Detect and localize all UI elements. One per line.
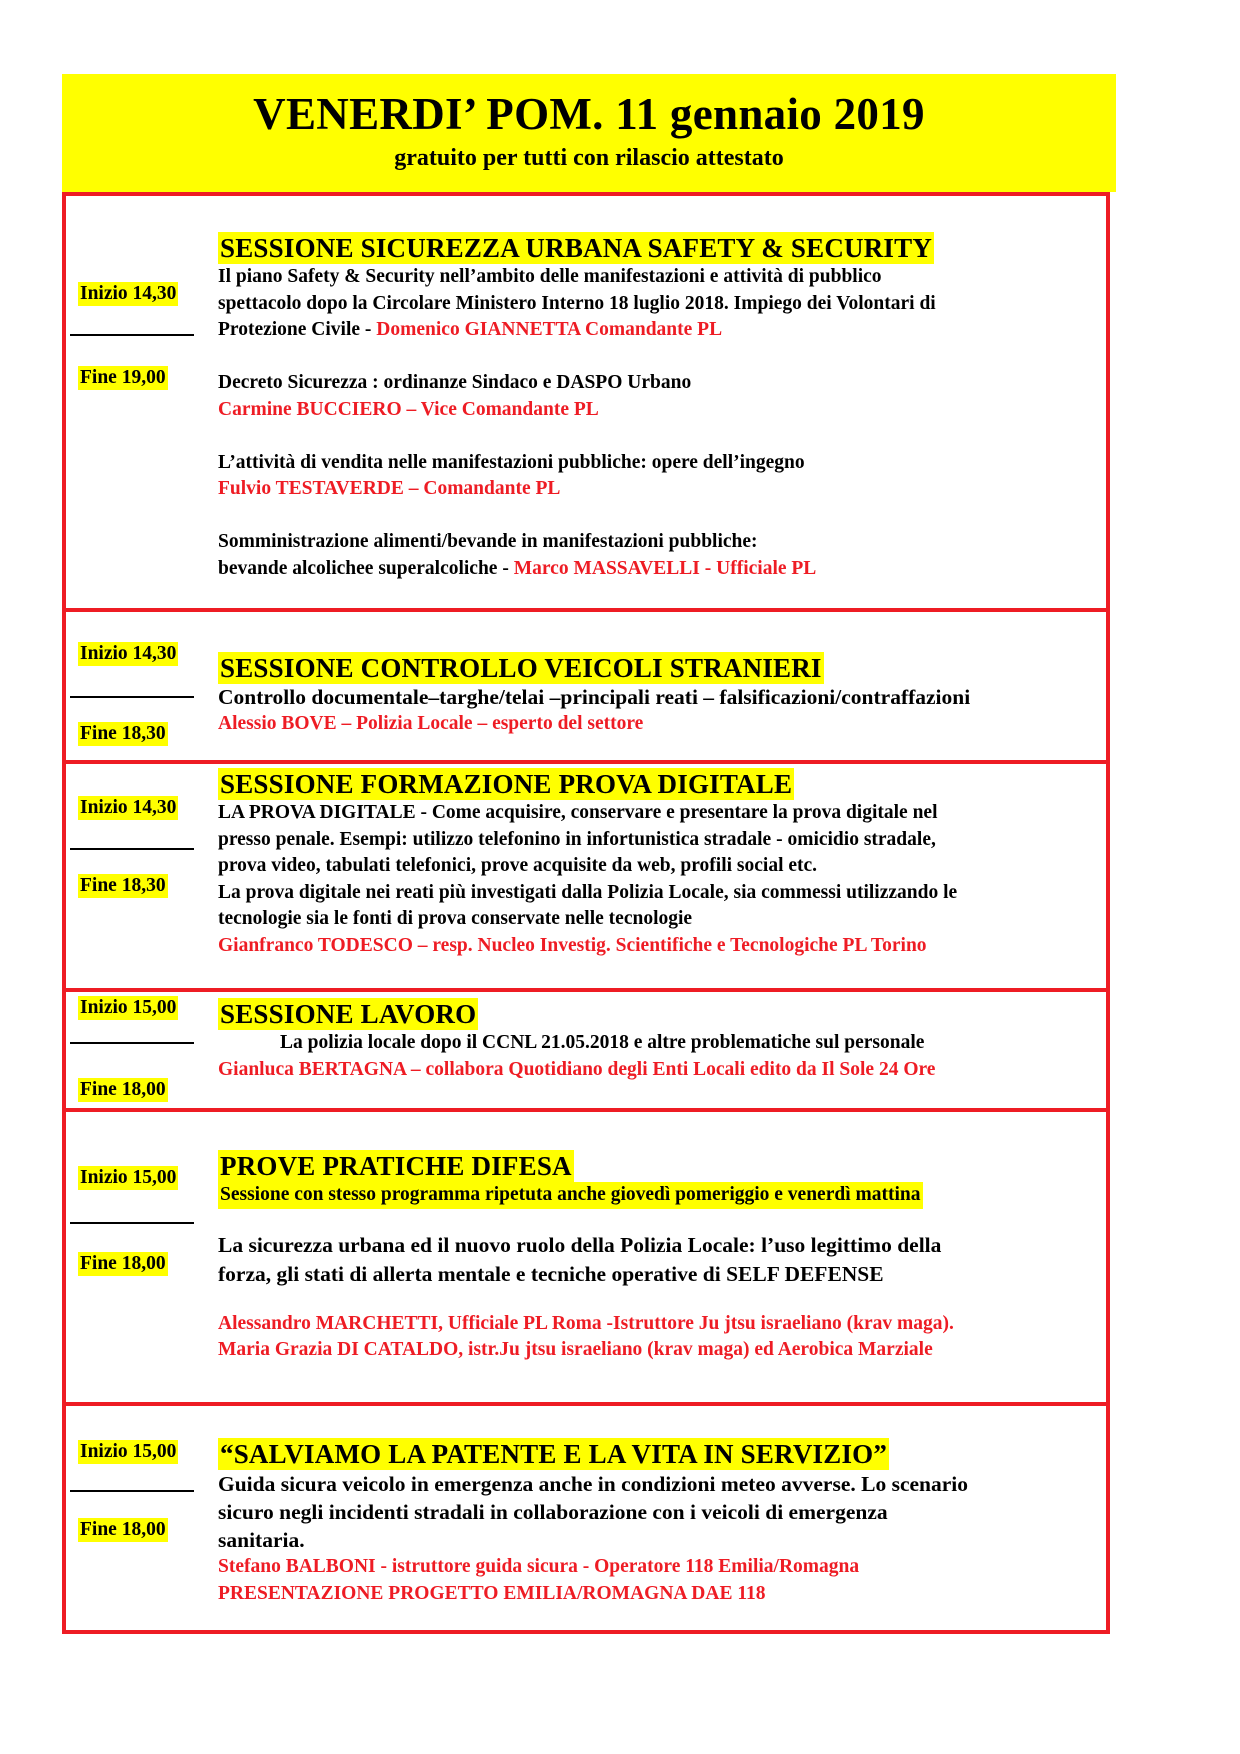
start-time: Inizio 15,00 bbox=[80, 997, 177, 1018]
session-text: La prova digitale nei reati più investigati dalla Polizia Locale, sia commessi utilizzando le bbox=[218, 881, 958, 903]
speaker-name: Stefano BALBONI - istruttore guida sicura - Operatore 118 Emilia/Romagna bbox=[218, 1556, 860, 1577]
speaker-name: PRESENTAZIONE PROGETTO EMILIA/ROMAGNA DAE 118 bbox=[218, 1582, 766, 1604]
session-veicoli-stranieri bbox=[62, 608, 1110, 764]
session-text bbox=[218, 317, 1098, 344]
end-time: Fine 18,30 bbox=[80, 723, 166, 744]
session-text: La sicurezza urbana ed il nuovo ruolo della Polizia Locale: l’uso legittimo della bbox=[218, 1232, 942, 1257]
session-lavoro bbox=[62, 988, 1110, 1112]
spacer bbox=[218, 503, 1098, 530]
time-divider bbox=[70, 1222, 194, 1224]
spacer bbox=[218, 1209, 1098, 1231]
page-title: VENERDI’ POM. 11 gennaio 2019 bbox=[253, 89, 925, 139]
session-text: forza, gli stati di allerta mentale e tecniche operative di SELF DEFENSE bbox=[218, 1261, 884, 1286]
end-time: Fine 18,00 bbox=[80, 1253, 166, 1274]
end-time: Fine 19,00 bbox=[80, 367, 166, 388]
session-text: Guida sicura veicolo in emergenza anche in condizioni meteo avverse. Lo scenario bbox=[218, 1472, 969, 1496]
speaker-name: Marco MASSAVELLI - Ufficiale PL bbox=[513, 557, 817, 579]
session-content bbox=[218, 1438, 1098, 1607]
session-text: spettacolo dopo la Circolare Ministero Interno 18 luglio 2018. Impiego dei Volontari di bbox=[218, 292, 936, 314]
page-header bbox=[62, 74, 1116, 192]
session-text: LA PROVA DIGITALE - Come acquisire, conservare e presentare la prova digitale nel bbox=[218, 802, 938, 823]
start-time: Inizio 14,30 bbox=[80, 283, 177, 304]
time-divider bbox=[70, 334, 194, 336]
session-content bbox=[218, 232, 1098, 582]
session-prove-pratiche-difesa bbox=[62, 1108, 1110, 1406]
speaker-name: Domenico GIANNETTA Comandante PL bbox=[376, 319, 723, 340]
session-text: presso penale. Esempi: utilizzo telefonino in infortunistica stradale - omicidio stradale, bbox=[218, 828, 936, 850]
time-divider bbox=[70, 696, 194, 698]
spacer bbox=[218, 344, 1098, 371]
end-time: Fine 18,30 bbox=[80, 875, 166, 896]
page-subtitle: gratuito per tutti con rilascio attestato bbox=[394, 145, 784, 171]
session-heading: PROVE PRATICHE DIFESA bbox=[220, 1151, 572, 1181]
speaker-name: Alessandro MARCHETTI, Ufficiale PL Roma -Istruttore Ju jtsu israeliano (krav maga). bbox=[218, 1312, 954, 1334]
time-divider bbox=[70, 848, 194, 850]
session-content bbox=[218, 652, 1098, 737]
session-heading: SESSIONE LAVORO bbox=[220, 999, 477, 1029]
speaker-name: Alessio BOVE – Polizia Locale – esperto del settore bbox=[218, 712, 644, 734]
end-time: Fine 18,00 bbox=[80, 1519, 166, 1540]
session-text: L’attività di vendita nelle manifestazioni pubbliche: opere dell’ingegno bbox=[218, 451, 805, 473]
start-time: Inizio 15,00 bbox=[80, 1167, 177, 1188]
spacer bbox=[218, 1289, 1098, 1311]
session-text: sicuro negli incidenti stradali in collaborazione con i veicoli di emergenza bbox=[218, 1500, 888, 1524]
session-content bbox=[218, 768, 1098, 959]
session-content bbox=[218, 998, 1098, 1083]
session-text-part: Protezione Civile - bbox=[218, 319, 377, 340]
session-text-part: bevande alcolichee superalcoliche - bbox=[218, 557, 514, 579]
time-divider bbox=[70, 1042, 194, 1044]
speaker-name: Gianluca BERTAGNA – collabora Quotidiano degli Enti Locali edito da Il Sole 24 Ore bbox=[218, 1058, 936, 1080]
session-text: La polizia locale dopo il CCNL 21.05.2018 e altre problematiche sul personale bbox=[280, 1032, 925, 1053]
session-text: Controllo documentale–targhe/telai –principali reati – falsificazioni/contraffazioni bbox=[218, 685, 971, 709]
time-divider bbox=[70, 1490, 194, 1492]
session-text: Il piano Safety & Security nell’ambito delle manifestazioni e attività di pubblico bbox=[218, 266, 882, 287]
session-heading: SESSIONE SICUREZZA URBANA SAFETY & SECURITY bbox=[220, 233, 933, 263]
speaker-name: Fulvio TESTAVERDE – Comandante PL bbox=[218, 478, 561, 499]
start-time: Inizio 14,30 bbox=[80, 643, 177, 664]
end-time: Fine 18,00 bbox=[80, 1079, 166, 1100]
session-heading: SESSIONE CONTROLLO VEICOLI STRANIERI bbox=[220, 653, 822, 683]
session-text bbox=[218, 556, 1098, 583]
session-text: tecnologie sia le fonti di prova conservate nelle tecnologie bbox=[218, 908, 693, 929]
session-text: sanitaria. bbox=[218, 1528, 305, 1552]
start-time: Inizio 14,30 bbox=[80, 797, 177, 818]
session-note: Sessione con stesso programma ripetuta anche giovedì pomeriggio e venerdì mattina bbox=[218, 1182, 923, 1209]
session-text: Somministrazione alimenti/bevande in manifestazioni pubbliche: bbox=[218, 531, 758, 552]
spacer bbox=[218, 423, 1098, 450]
session-prova-digitale bbox=[62, 760, 1110, 992]
start-time: Inizio 15,00 bbox=[80, 1441, 177, 1462]
session-text: Decreto Sicurezza : ordinanze Sindaco e DASPO Urbano bbox=[218, 372, 692, 393]
session-salviamo-la-patente bbox=[62, 1402, 1110, 1634]
session-content bbox=[218, 1150, 1098, 1364]
session-heading: SESSIONE FORMAZIONE PROVA DIGITALE bbox=[220, 769, 793, 799]
speaker-name: Maria Grazia DI CATALDO, istr.Ju jtsu israeliano (krav maga) ed Aerobica Marziale bbox=[218, 1339, 933, 1360]
session-heading: “SALVIAMO LA PATENTE E LA VITA IN SERVIZIO” bbox=[220, 1439, 888, 1469]
session-safety-security bbox=[62, 192, 1110, 612]
session-text: prova video, tabulati telefonici, prove acquisite da web, profili social etc. bbox=[218, 855, 818, 876]
speaker-name: Gianfranco TODESCO – resp. Nucleo Investig. Scientifiche e Tecnologiche PL Torino bbox=[218, 934, 927, 956]
speaker-name: Carmine BUCCIERO – Vice Comandante PL bbox=[218, 398, 599, 420]
